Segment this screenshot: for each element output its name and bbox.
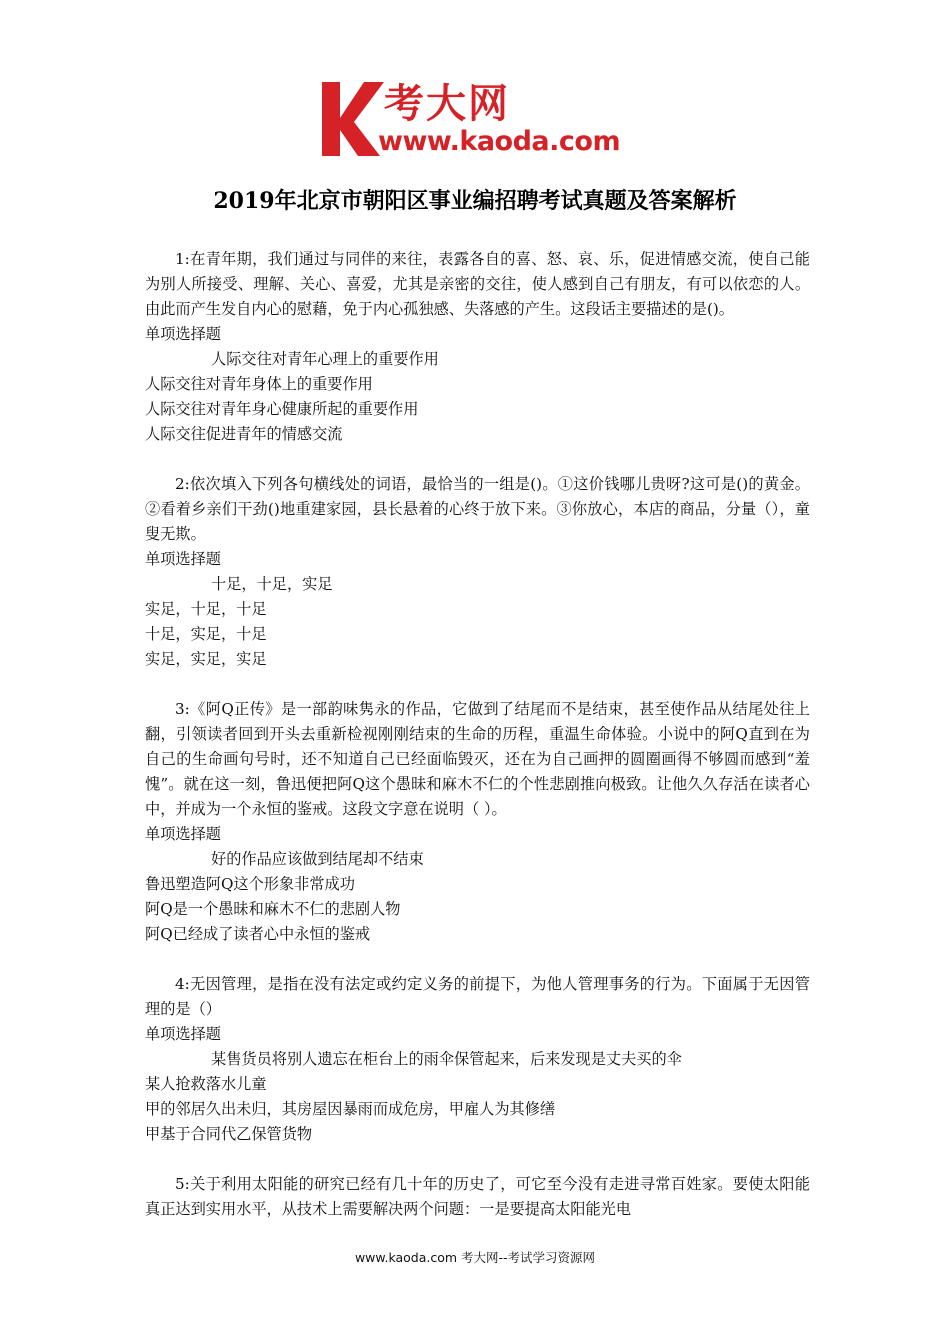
question-stem: 5:关于利用太阳能的研究已经有几十年的历史了，可它至今没有走进寻常百姓家。要使太阳能真正达到实用水平，从技术上需要解决两个问题：一是要提高太阳能光电 [145, 1175, 810, 1218]
page-footer: www.kaoda.com 考大网--考试学习资源网 [354, 1250, 596, 1265]
option-a: 十足，十足，实足 [211, 575, 333, 593]
logo-text: 考大网 [384, 81, 510, 127]
option-b: 鲁迅塑造阿Q这个形象非常成功 [145, 875, 355, 893]
question-1 [145, 247, 810, 447]
question-stem: 2:依次填入下列各句横线处的词语，最恰当的一组是()。①这价钱哪儿贵呀?这可是()的黄金。②看着乡亲们干劲()地重建家园，县长悬着的心终于放下来。③你放心，本店的商品，分量（），童叟无欺。 [145, 475, 810, 543]
question-stem: 4:无因管理，是指在没有法定或约定义务的前提下，为他人管理事务的行为。下面属于无因管理的是（） [145, 975, 810, 1018]
option-b: 某人抢救落水儿童 [145, 1075, 267, 1093]
option-c: 人际交往对青年身心健康所起的重要作用 [145, 400, 419, 418]
option-b: 实足，十足，十足 [145, 600, 267, 618]
question-type: 单项选择题 [145, 825, 221, 843]
page-title: 2019年北京市朝阳区事业编招聘考试真题及答案解析 [213, 188, 737, 214]
question-stem: 3:《阿Q正传》是一部韵味隽永的作品，它做到了结尾而不是结束，甚至使作品从结尾处往上翻，引领读者回到开头去重新检视刚刚结束的生命的历程，重温生命体验。小说中的阿Q直到在为自己的生命画句号时，还不知道自己已经面临毁灭，还在为自己画押的圆圈画得不够圆而感到“羞愧”。就在这一刻，鲁迅便把阿Q这个愚昧和麻木不仁的个性悲剧推向极致。让他久久存活在读者心中，并成为一个永恒的鉴戒。这段文字意在说明（ ）。 [145, 700, 810, 818]
option-c: 十足，实足，十足 [145, 625, 267, 643]
option-d: 阿Q已经成了读者心中永恒的鉴戒 [145, 925, 371, 943]
option-a: 人际交往对青年心理上的重要作用 [211, 350, 439, 368]
question-type: 单项选择题 [145, 1025, 221, 1043]
option-c: 阿Q是一个愚昧和麻木不仁的悲剧人物 [145, 900, 401, 918]
option-b: 人际交往对青年身体上的重要作用 [145, 375, 373, 393]
logo-url: www.kaoda.com [378, 126, 621, 157]
question-2 [145, 472, 810, 672]
site-logo[interactable] [318, 78, 638, 160]
question-5 [145, 1172, 810, 1222]
question-4 [145, 972, 810, 1147]
option-d: 实足，实足，实足 [145, 650, 267, 668]
option-a: 某售货员将别人遗忘在柜台上的雨伞保管起来，后来发现是丈夫买的伞 [211, 1050, 682, 1068]
option-a: 好的作品应该做到结尾却不结束 [211, 850, 424, 868]
question-stem: 1:在青年期，我们通过与同伴的来往，表露各自的喜、怒、哀、乐，促进情感交流，使自己能为别人所接受、理解、关心、喜爱，尤其是亲密的交往，使人感到自己有朋友，有可以依恋的人。由此而产生发自内心的慰藉，免于内心孤独感、失落感的产生。这段话主要描述的是()。 [145, 250, 810, 318]
question-type: 单项选择题 [145, 550, 221, 568]
k-logo-icon [318, 78, 384, 158]
question-3 [145, 697, 810, 947]
option-c: 甲的邻居久出未归，其房屋因暴雨而成危房，甲雇人为其修缮 [145, 1100, 556, 1118]
question-type: 单项选择题 [145, 325, 221, 343]
question-list [145, 247, 810, 1247]
option-d: 人际交往促进青年的情感交流 [145, 425, 343, 443]
option-d: 甲基于合同代乙保管货物 [145, 1125, 313, 1143]
